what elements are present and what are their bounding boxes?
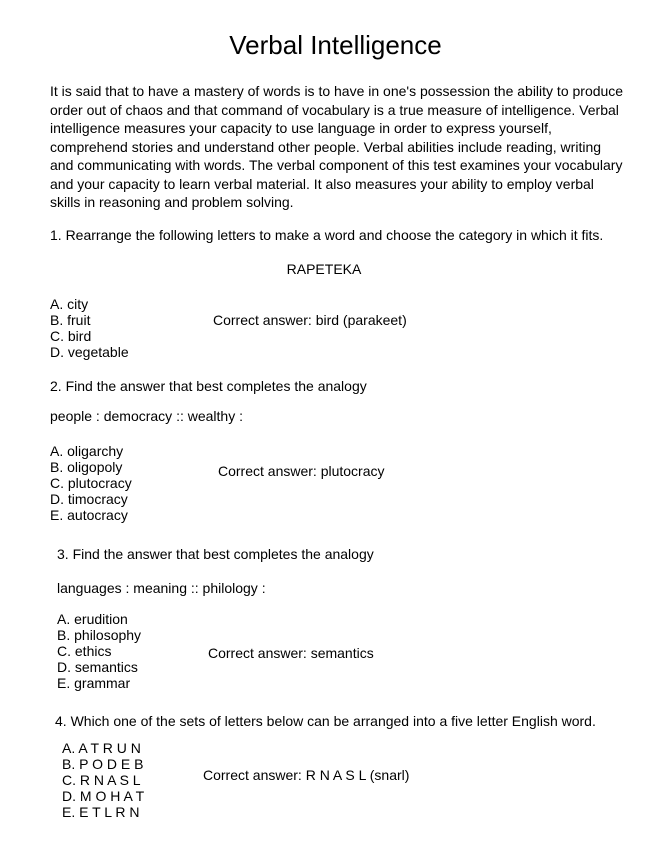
question-1-options — [50, 296, 621, 360]
option-item: A. oligarchy — [50, 442, 124, 459]
option-item: C. plutocracy — [50, 474, 132, 491]
option-item: D. semantics — [57, 658, 138, 675]
option-item: A. A T R U N — [62, 739, 141, 756]
question-3-analogy-stem: languages : meaning :: philology : — [57, 579, 266, 596]
page-title: Verbal Intelligence — [229, 30, 442, 60]
option-item: B. P O D E B — [62, 755, 144, 772]
question-2-prompt: 2. Find the answer that best completes the analogy — [50, 377, 367, 394]
question-1-scrambled-word: RAPETEKA — [286, 260, 362, 277]
option-item: A. erudition — [57, 610, 128, 627]
question-3-correct-answer: Correct answer: semantics — [208, 644, 374, 661]
option-item: C. bird — [50, 327, 92, 344]
question-1 — [50, 227, 621, 360]
question-4-prompt: 4. Which one of the sets of letters below can be arranged into a five letter English word. — [55, 712, 596, 729]
question-2-correct-answer: Correct answer: plutocracy — [218, 462, 385, 479]
question-1-correct-answer: Correct answer: bird (parakeet) — [213, 311, 407, 328]
option-item: E. E T L R N — [62, 803, 140, 820]
option-item: A. city — [50, 295, 89, 312]
option-item: C. R N A S L — [62, 771, 141, 788]
option-item: D. timocracy — [50, 490, 128, 507]
intro-paragraph: It is said that to have a mastery of words is to have in one's possession the ability to produce order out of chaos and that command of vocabulary is a true measure of intelligence. Verbal intelligence measures your capacity to use language in order to express yourself, comprehend stories and understand other people. Verbal abilities include reading, writing and communicating with words. The verbal component of this test examines your vocabulary and your capacity to learn verbal material. It also measures your ability to employ verbal skills in reasoning and problem solving. — [50, 83, 624, 210]
option-item: E. grammar — [57, 674, 131, 691]
option-item: D. M O H A T — [62, 787, 145, 804]
question-4-correct-answer: Correct answer: R N A S L (snarl) — [203, 766, 410, 783]
option-item: E. autocracy — [50, 506, 128, 523]
question-2-options — [50, 443, 621, 523]
question-1-prompt: 1. Rearrange the following letters to make a word and choose the category in which it fits. — [50, 226, 604, 243]
option-item: B. oligopoly — [50, 458, 123, 475]
question-2 — [50, 378, 621, 523]
question-3-prompt: 3. Find the answer that best completes the analogy — [57, 545, 374, 562]
option-item: B. philosophy — [57, 626, 142, 643]
question-3 — [50, 546, 621, 691]
option-item: C. ethics — [57, 642, 112, 659]
question-3-options — [57, 611, 621, 691]
question-4 — [50, 713, 621, 820]
option-item: D. vegetable — [50, 343, 129, 360]
question-4-options — [55, 740, 621, 820]
question-2-analogy-stem: people : democracy :: wealthy : — [50, 407, 243, 424]
option-item: B. fruit — [50, 311, 91, 328]
